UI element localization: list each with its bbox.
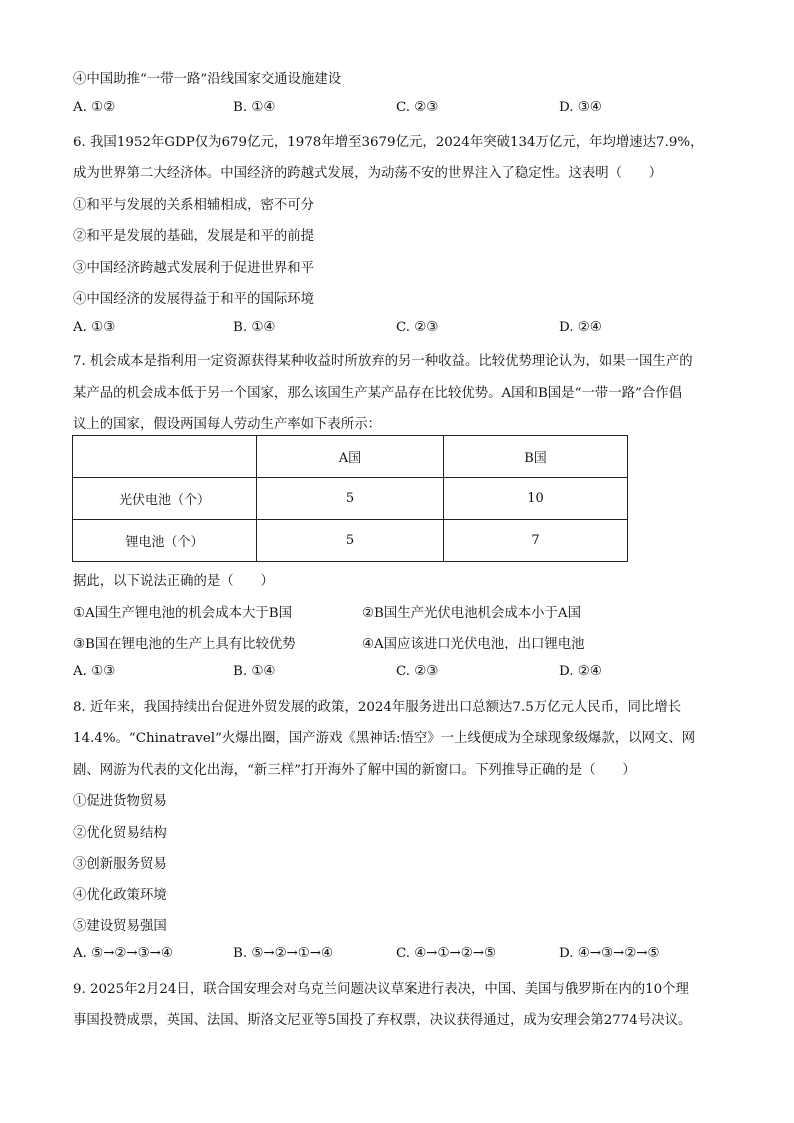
- q8-item-3: ③创新服务贸易: [73, 857, 167, 872]
- table-cell: 10: [444, 478, 628, 520]
- q8-option-b: B. ⑤→②→①→④: [233, 946, 334, 961]
- q8-option-a: A. ⑤→②→③→④: [73, 946, 173, 961]
- q7-item-3: ③B国在锂电池的生产上具有比较优势: [73, 637, 296, 652]
- table-header-cell: [73, 436, 257, 478]
- table-header-cell: A国: [257, 436, 444, 478]
- q9-stem-line-1: 9. 2025年2月24日，联合国安理会对乌克兰问题决议草案进行表决，中国、美国与俄罗斯在内的10个理: [73, 982, 689, 997]
- q7-option-c: C. ②③: [396, 664, 439, 679]
- table-cell: 5: [257, 520, 444, 562]
- q6-options: [73, 320, 733, 338]
- table-cell: 7: [444, 520, 628, 562]
- q9-stem-line-2: 事国投赞成票，英国、法国、斯洛文尼亚等5国投了弃权票，决议获得通过，成为安理会第2774号决议。: [73, 1013, 692, 1028]
- q7-item-4: ④A国应该进口光伏电池，出口锂电池: [362, 637, 585, 652]
- q8-stem-line-3: 剧、网游为代表的文化出海，“新三样”打开海外了解中国的新窗口。下列推导正确的是（ ）: [73, 763, 636, 778]
- q8-item-4: ④优化政策环境: [73, 888, 167, 903]
- q8-stem-line-1: 8. 近年来，我国持续出台促进外贸发展的政策，2024年服务进出口总额达7.5万亿元人民币，同比增长: [73, 700, 682, 715]
- q5-option-c: C. ②③: [396, 100, 439, 115]
- table-header-row: [73, 436, 628, 478]
- q8-option-c: C. ④→①→②→⑤: [396, 946, 496, 961]
- q6-item-1: ①和平与发展的关系相辅相成，密不可分: [73, 198, 315, 213]
- q6-item-4: ④中国经济的发展得益于和平的国际环境: [73, 292, 315, 307]
- q8-item-2: ②优化贸易结构: [73, 826, 167, 841]
- q6-option-c: C. ②③: [396, 320, 439, 335]
- q5-option-b: B. ①④: [233, 100, 276, 115]
- q7-options: [73, 664, 733, 682]
- q7-stem-line-1: 7. 机会成本是指利用一定资源获得某种收益时所放弃的另一种收益。比较优势理论认为，如果一国生产的: [73, 354, 693, 369]
- q6-item-2: ②和平是发展的基础，发展是和平的前提: [73, 229, 315, 244]
- q7-option-b: B. ①④: [233, 664, 276, 679]
- table-row: [73, 478, 628, 520]
- productivity-table: [72, 435, 628, 562]
- table-cell: 光伏电池（个）: [73, 478, 257, 520]
- table-cell: 5: [257, 478, 444, 520]
- q7-stem-line-3: 议上的国家，假设两国每人劳动生产率如下表所示：: [73, 417, 381, 432]
- q7-item-1: ①A国生产锂电池的机会成本大于B国: [73, 606, 292, 621]
- q5-option-d: D. ③④: [559, 100, 602, 115]
- q6-option-d: D. ②④: [559, 320, 602, 335]
- q8-item-1: ①促进货物贸易: [73, 794, 167, 809]
- q6-item-3: ③中国经济跨越式发展利于促进世界和平: [73, 261, 315, 276]
- q7-option-d: D. ②④: [559, 664, 602, 679]
- q5-options: [73, 100, 733, 118]
- q8-options: [73, 946, 733, 964]
- table-row: [73, 520, 628, 562]
- q6-option-a: A. ①③: [73, 320, 116, 335]
- q7-stem-line-2: 某产品的机会成本低于另一个国家，那么该国生产某产品存在比较优势。A国和B国是“一带一路”合作倡: [73, 386, 682, 401]
- q7-option-a: A. ①③: [73, 664, 116, 679]
- table-cell: 锂电池（个）: [73, 520, 257, 562]
- q6-stem-line-2: 成为世界第二大经济体。中国经济的跨越式发展，为动荡不安的世界注入了稳定性。这表明（ ）: [73, 166, 663, 181]
- q8-stem-line-2: 14.4%。“Chinatravel”火爆出圈，国产游戏《黑神话:悟空》一上线便成为全球现象级爆款，以网文、网: [73, 731, 696, 746]
- q5-item-4: ④中国助推“一带一路”沿线国家交通设施建设: [73, 72, 342, 87]
- q6-option-b: B. ①④: [233, 320, 276, 335]
- q6-stem-line-1: 6. 我国1952年GDP仅为679亿元，1978年增至3679亿元，2024年突破134万亿元，年均增速达7.9%，: [73, 135, 704, 150]
- q5-option-a: A. ①②: [73, 100, 116, 115]
- q7-item-2: ②B国生产光伏电池机会成本小于A国: [362, 606, 581, 621]
- q8-option-d: D. ④→③→②→⑤: [559, 946, 660, 961]
- q7-question: 据此，以下说法正确的是（ ）: [73, 574, 274, 589]
- q8-item-5: ⑤建设贸易强国: [73, 919, 167, 934]
- table-header-cell: B国: [444, 436, 628, 478]
